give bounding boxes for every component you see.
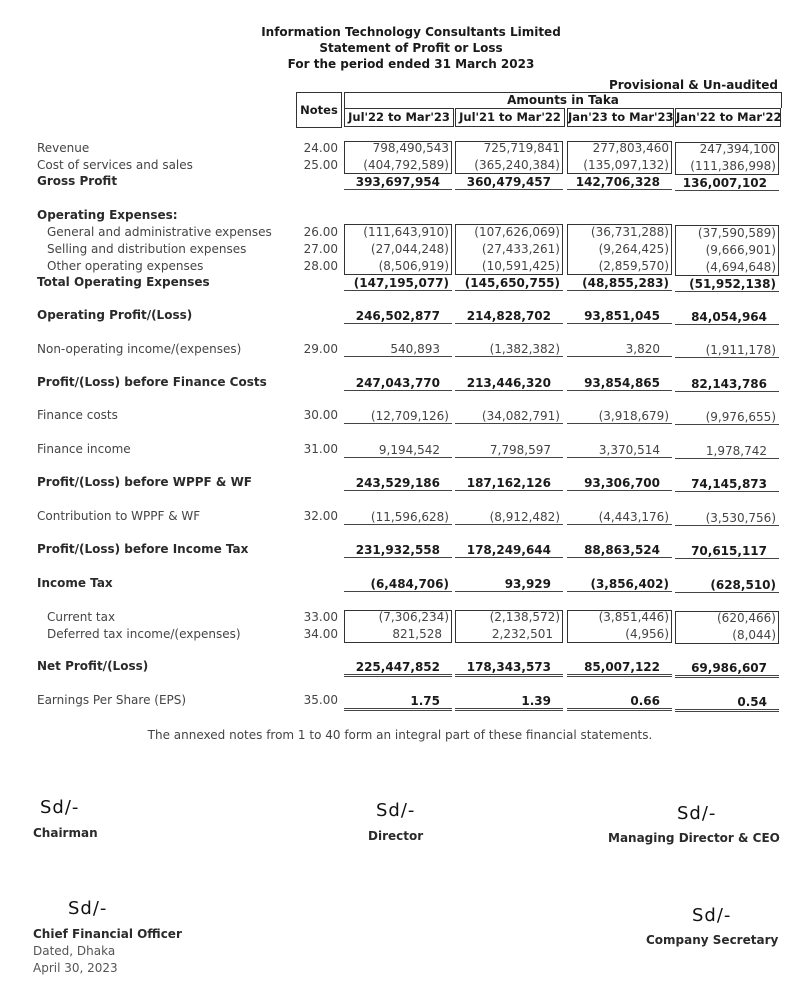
cell: (365,240,384) xyxy=(474,158,560,172)
cell: (7,306,234) xyxy=(378,610,449,624)
row-label-deferred-tax: Deferred tax income/(expenses) xyxy=(47,627,241,641)
company-secretary-title: Company Secretary xyxy=(646,933,779,947)
cell: 93,854,865 xyxy=(567,376,672,391)
cell: (10,591,425) xyxy=(481,259,560,273)
annexed-notes-statement: The annexed notes from 1 to 40 form an integral part of these financial statements. xyxy=(147,728,653,742)
cell: (3,530,756) xyxy=(675,511,779,526)
row-note: 27.00 xyxy=(303,242,338,256)
cell: 142,706,328 xyxy=(567,175,672,190)
cell: (3,918,679) xyxy=(567,409,672,424)
row-label-gross-profit: Gross Profit xyxy=(37,174,118,188)
cell: (34,082,791) xyxy=(455,409,563,424)
cell: 0.66 xyxy=(567,694,672,711)
column-header-3: Jan'23 to Mar'23 xyxy=(567,108,674,127)
cell: (404,792,589) xyxy=(363,158,449,172)
row-label-net-profit: Net Profit/(Loss) xyxy=(37,659,149,673)
cell: (37,590,589) xyxy=(697,226,776,240)
row-label-selling-distribution: Selling and distribution expenses xyxy=(47,242,247,256)
cell: 82,143,786 xyxy=(675,377,779,392)
cell: 178,249,644 xyxy=(455,543,563,558)
director-title: Director xyxy=(368,829,424,843)
cell: (12,709,126) xyxy=(344,409,452,424)
row-note: 34.00 xyxy=(303,627,338,641)
cell: (111,386,998) xyxy=(690,159,776,173)
cell: 360,479,457 xyxy=(455,175,563,190)
cell: 247,394,100 xyxy=(699,142,776,156)
cell: 178,343,573 xyxy=(455,660,563,677)
cell: 85,007,122 xyxy=(567,660,672,677)
cell: 247,043,770 xyxy=(344,376,452,391)
cell: 74,145,873 xyxy=(675,477,779,492)
cell: 9,194,542 xyxy=(344,443,452,458)
cell: (2,859,570) xyxy=(598,259,669,273)
column-header-1: Jul'22 to Mar'23 xyxy=(344,108,454,127)
cell: 3,820 xyxy=(567,342,672,357)
cell: 725,719,841 xyxy=(483,141,560,155)
cell: 231,932,558 xyxy=(344,543,452,558)
row-label-total-operating-expenses: Total Operating Expenses xyxy=(37,275,210,289)
cell: (3,851,446) xyxy=(598,610,669,624)
row-label-profit-before-finance: Profit/(Loss) before Finance Costs xyxy=(37,375,267,389)
cell: 187,162,126 xyxy=(455,476,563,491)
cell: (51,952,138) xyxy=(675,277,779,292)
cell: (36,731,288) xyxy=(590,225,669,239)
md-ceo-title: Managing Director & CEO xyxy=(608,831,780,845)
column-header-2: Jul'21 to Mar'22 xyxy=(455,108,565,127)
cell: 798,490,543 xyxy=(372,141,449,155)
row-label-general-admin: General and administrative expenses xyxy=(47,225,272,239)
cell: 821,528 xyxy=(392,627,442,641)
row-note: 25.00 xyxy=(303,158,338,172)
cell: 1,978,742 xyxy=(675,444,779,459)
row-label-other-operating: Other operating expenses xyxy=(47,259,204,273)
cell: 0.54 xyxy=(675,695,779,712)
cell: 69,986,607 xyxy=(675,661,779,678)
cell: 540,893 xyxy=(344,342,452,357)
cell: 93,851,045 xyxy=(567,309,672,324)
cell: (1,911,178) xyxy=(675,343,779,358)
audit-status: Provisional & Un-audited xyxy=(608,78,778,92)
sign-date: April 30, 2023 xyxy=(33,961,118,975)
notes-header: Notes xyxy=(296,92,342,128)
cell: (135,097,132) xyxy=(583,158,669,172)
cell: 93,929 xyxy=(455,577,563,592)
row-label-operating-profit: Operating Profit/(Loss) xyxy=(37,308,193,322)
cell: 1.39 xyxy=(455,694,563,711)
column-header-4: Jan'22 to Mar'22 xyxy=(675,108,781,127)
cell: 246,502,877 xyxy=(344,309,452,324)
cell: 225,447,852 xyxy=(344,660,452,677)
cell: (11,596,628) xyxy=(344,510,452,525)
cell: (2,138,572) xyxy=(489,610,560,624)
row-note: 30.00 xyxy=(303,408,338,422)
cell: (48,855,283) xyxy=(567,276,672,291)
cell: 277,803,460 xyxy=(592,141,669,155)
company-secretary-signature: Sd/- xyxy=(692,905,732,926)
row-note: 28.00 xyxy=(303,259,338,273)
row-note: 24.00 xyxy=(303,141,338,155)
cell: (4,694,648) xyxy=(705,260,776,274)
cell: (107,626,069) xyxy=(474,225,560,239)
chairman-title: Chairman xyxy=(33,826,98,840)
cfo-signature: Sd/- xyxy=(68,898,108,919)
row-note: 32.00 xyxy=(303,509,338,523)
cell: 2,232,501 xyxy=(491,627,553,641)
cell: 243,529,186 xyxy=(344,476,452,491)
cell: 7,798,597 xyxy=(455,443,563,458)
cell: 88,863,524 xyxy=(567,543,672,558)
cell: 70,615,117 xyxy=(675,544,779,559)
cell: (27,044,248) xyxy=(370,242,449,256)
row-label-cost-of-services: Cost of services and sales xyxy=(37,158,193,172)
cell: (111,643,910) xyxy=(363,225,449,239)
row-note: 26.00 xyxy=(303,225,338,239)
cell: 393,697,954 xyxy=(344,175,452,190)
cell: 214,828,702 xyxy=(455,309,563,324)
row-note: 35.00 xyxy=(303,693,338,707)
cell: (1,382,382) xyxy=(455,342,563,357)
cell: (4,443,176) xyxy=(567,510,672,525)
row-label-eps: Earnings Per Share (EPS) xyxy=(37,693,187,707)
cell: (6,484,706) xyxy=(344,577,452,592)
row-label-income-tax: Income Tax xyxy=(37,576,113,590)
cell: (8,506,919) xyxy=(378,259,449,273)
cell: (147,195,077) xyxy=(344,276,452,291)
cell: (145,650,755) xyxy=(455,276,563,291)
row-label-wppf-contribution: Contribution to WPPF & WF xyxy=(37,509,201,523)
period-title: For the period ended 31 March 2023 xyxy=(287,57,535,71)
cell: 93,306,700 xyxy=(567,476,672,491)
md-ceo-signature: Sd/- xyxy=(677,803,717,824)
cell: (620,466) xyxy=(717,611,776,625)
chairman-signature: Sd/- xyxy=(40,797,80,818)
cell: 1.75 xyxy=(344,694,452,711)
cell: (8,044) xyxy=(732,628,776,642)
section-operating-expenses: Operating Expenses: xyxy=(37,208,178,222)
amounts-header: Amounts in Taka xyxy=(344,92,782,108)
row-label-finance-income: Finance income xyxy=(37,442,131,456)
director-signature: Sd/- xyxy=(376,800,416,821)
cell: (27,433,261) xyxy=(481,242,560,256)
row-note: 31.00 xyxy=(303,442,338,456)
row-label-profit-before-wppf: Profit/(Loss) before WPPF & WF xyxy=(37,475,252,489)
cell: (628,510) xyxy=(675,578,779,593)
row-note: 29.00 xyxy=(303,342,338,356)
cell: (9,264,425) xyxy=(598,242,669,256)
cell: (8,912,482) xyxy=(455,510,563,525)
cell: (4,956) xyxy=(625,627,669,641)
row-label-revenue: Revenue xyxy=(37,141,90,155)
row-label-finance-costs: Finance costs xyxy=(37,408,118,422)
row-label-non-operating: Non-operating income/(expenses) xyxy=(37,342,242,356)
cell: 136,007,102 xyxy=(675,176,779,191)
cell: 3,370,514 xyxy=(567,443,672,458)
cell: (9,666,901) xyxy=(705,243,776,257)
statement-title: Statement of Profit or Loss xyxy=(319,41,503,55)
cell: (9,976,655) xyxy=(675,410,779,425)
company-name: Information Technology Consultants Limited xyxy=(261,25,561,39)
cell: (3,856,402) xyxy=(567,577,672,592)
cfo-title: Chief Financial Officer xyxy=(33,927,182,941)
cell: 213,446,320 xyxy=(455,376,563,391)
row-label-current-tax: Current tax xyxy=(47,610,116,624)
row-label-profit-before-tax: Profit/(Loss) before Income Tax xyxy=(37,542,249,556)
dated-place: Dated, Dhaka xyxy=(33,944,116,958)
row-note: 33.00 xyxy=(303,610,338,624)
cell: 84,054,964 xyxy=(675,310,779,325)
